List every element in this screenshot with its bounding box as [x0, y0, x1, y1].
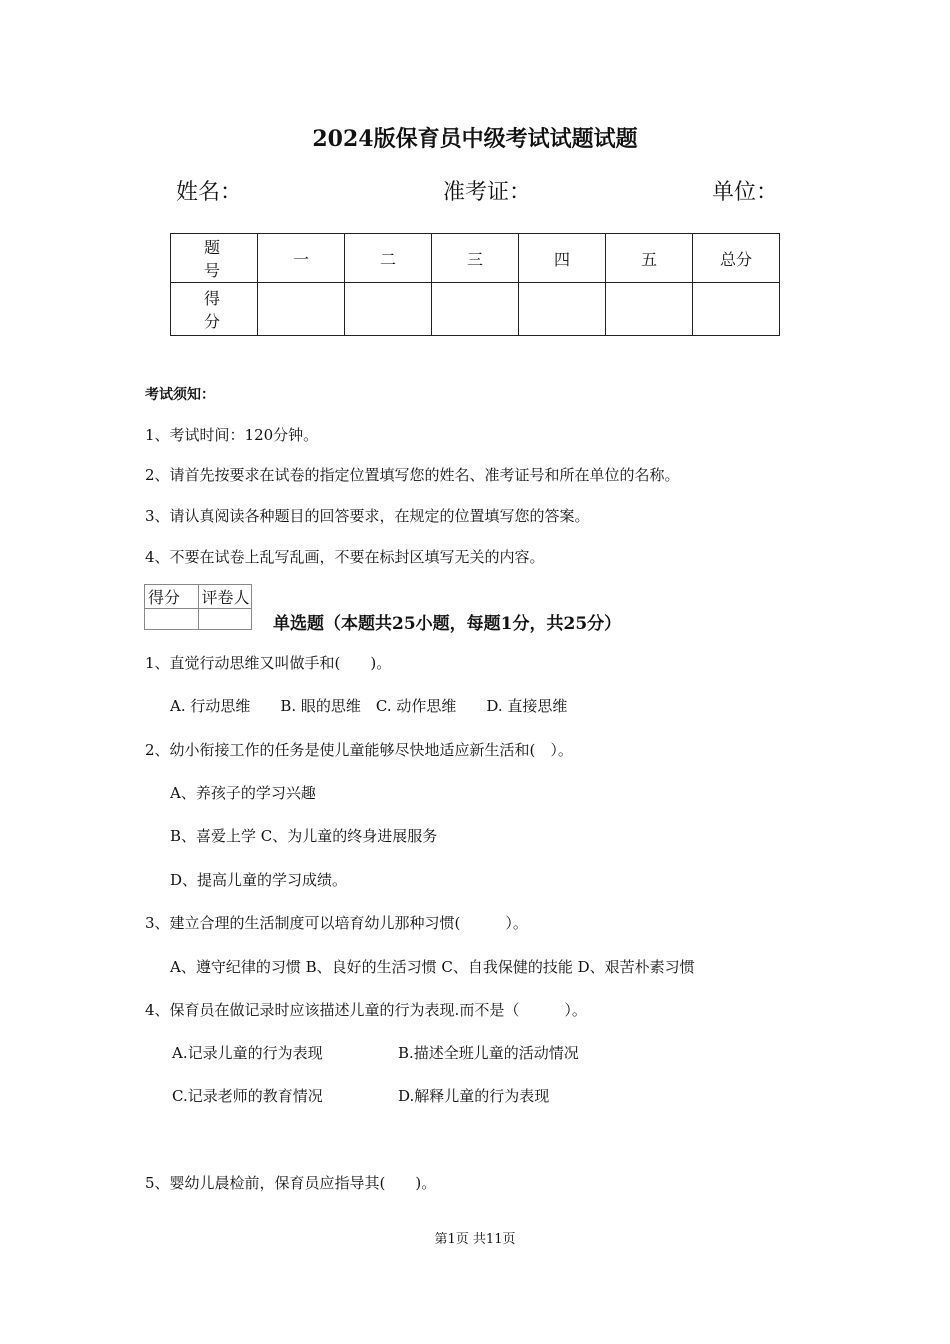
page-footer: 第1页 共11页	[434, 1232, 516, 1247]
unit-field-label: 单位：	[712, 180, 779, 205]
notice-heading: 考试须知：	[145, 387, 215, 403]
score-table-score-row	[171, 283, 780, 336]
question-options: A、遵守纪律的习惯 B、良好的生活习惯 C、自我保健的技能 D、艰苦朴素习惯	[170, 958, 695, 976]
question-option: B.描述全班儿童的活动情况	[398, 1044, 579, 1062]
question-option: B、喜爱上学 C、为儿童的终身进展服务	[170, 827, 438, 845]
exam-id-field-label: 准考证：	[443, 180, 532, 205]
question-stem: 5、婴幼儿晨检前，保育员应指导其( )。	[145, 1174, 437, 1192]
question-stem: 3、建立合理的生活制度可以培育幼儿那种习惯( ）。	[145, 914, 528, 932]
score-table-header-row	[171, 234, 780, 283]
question-option: D.解释儿童的行为表现	[398, 1087, 550, 1105]
question-option: C.记录老师的教育情况	[172, 1087, 323, 1105]
grader-score-label: 得分	[145, 585, 199, 609]
score-table-header-cell: 一	[258, 234, 345, 283]
question-stem: 1、直觉行动思维又叫做手和( )。	[145, 654, 392, 672]
grader-name-cell[interactable]	[198, 609, 252, 630]
question-option: A、养孩子的学习兴趣	[170, 784, 316, 802]
section-heading: 单选题（本题共25小题，每题1分，共25分）	[273, 614, 622, 634]
score-table-header-cell: 四	[519, 234, 606, 283]
score-cell[interactable]	[693, 283, 780, 336]
score-cell[interactable]	[606, 283, 693, 336]
notice-item: 2、请首先按要求在试卷的指定位置填写您的姓名、准考证号和所在单位的名称。	[145, 466, 680, 484]
name-field-label: 姓名：	[176, 180, 243, 205]
question-option: D、提高儿童的学习成绩。	[170, 871, 348, 889]
question-options: A. 行动思维 B. 眼的思维 C. 动作思维 D. 直接思维	[170, 697, 568, 715]
score-cell[interactable]	[432, 283, 519, 336]
score-table-header-cell: 二	[345, 234, 432, 283]
notice-item: 1、考试时间：120分钟。	[145, 426, 319, 444]
score-table-header-cell: 三	[432, 234, 519, 283]
score-cell[interactable]	[345, 283, 432, 336]
score-cell[interactable]	[519, 283, 606, 336]
grader-score-cell[interactable]	[145, 609, 199, 630]
grader-box	[144, 584, 252, 630]
question-option: A.记录儿童的行为表现	[172, 1044, 323, 1062]
score-table-score-label: 得 分	[171, 283, 258, 336]
grader-name-label: 评卷人	[198, 585, 252, 609]
score-table-header-cell: 五	[606, 234, 693, 283]
score-table-header-label: 题 号	[171, 234, 258, 283]
score-table	[170, 233, 780, 336]
question-stem: 2、幼小衔接工作的任务是使儿童能够尽快地适应新生活和( ）。	[145, 741, 573, 759]
notice-item: 3、请认真阅读各种题目的回答要求，在规定的位置填写您的答案。	[145, 507, 590, 525]
question-stem: 4、保育员在做记录时应该描述儿童的行为表现.而不是（ ）。	[145, 1001, 587, 1019]
page-title: 2024版保育员中级考试试题试题	[312, 126, 638, 152]
notice-item: 4、不要在试卷上乱写乱画，不要在标封区填写无关的内容。	[145, 548, 545, 566]
score-table-header-cell: 总分	[693, 234, 780, 283]
